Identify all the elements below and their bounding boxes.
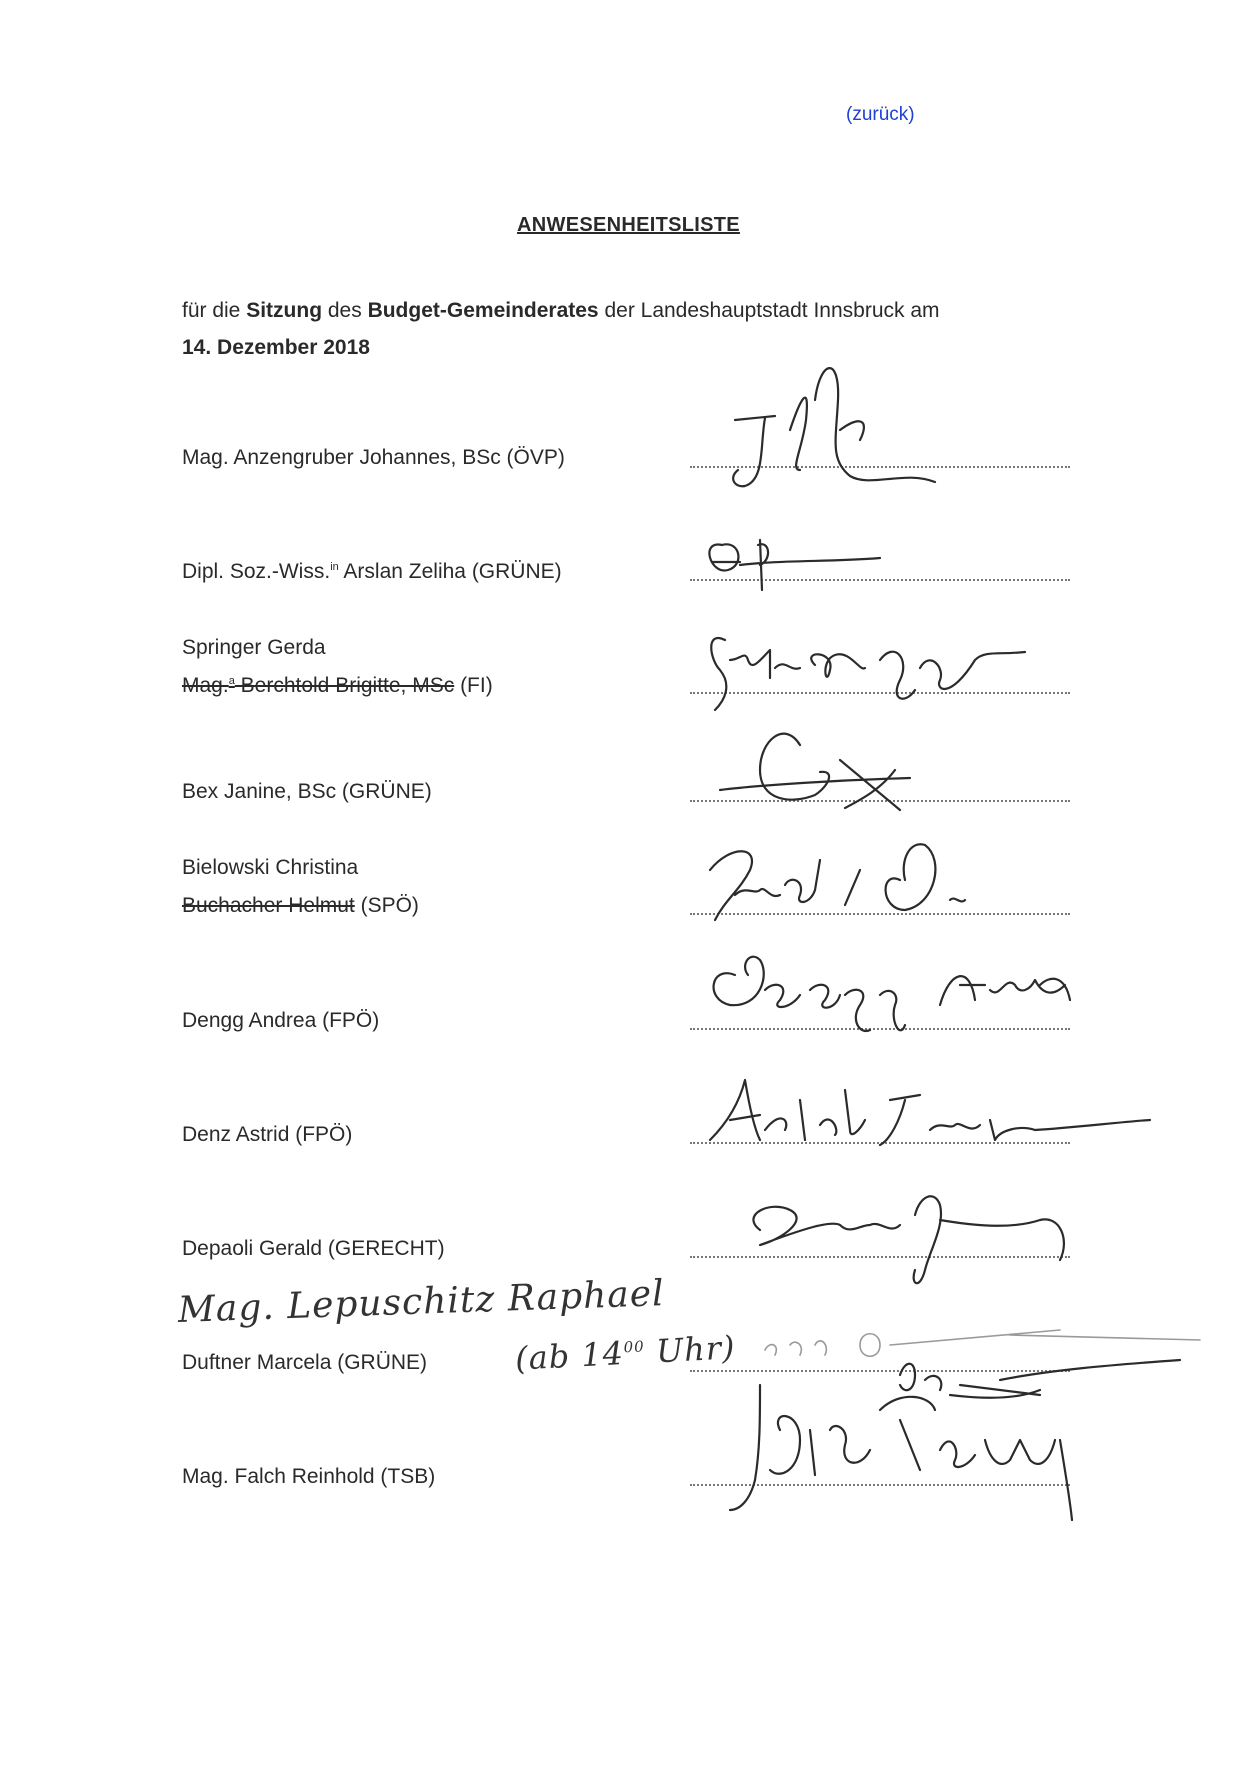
signature-line: [690, 911, 1070, 915]
attendee-name: Depaoli Gerald (GERECHT): [182, 1237, 445, 1260]
signature-line: [690, 1140, 1070, 1144]
intro-sitzung: Sitzung: [246, 299, 323, 322]
meeting-date: 14. Dezember 2018: [182, 336, 370, 359]
attendee-name: Dengg Andrea (FPÖ): [182, 1009, 380, 1032]
attendee-name: Duftner Marcela (GRÜNE): [182, 1351, 428, 1374]
attendee-row-3: [182, 629, 493, 705]
attendee-name: Springer Gerda: [182, 636, 326, 659]
attendee-title: Dipl. Soz.-Wiss.: [182, 560, 331, 583]
attendee-name: Bex Janine, BSc (GRÜNE): [182, 780, 432, 803]
attendee-row-6: [182, 1002, 379, 1040]
attendee-row-8: [182, 1230, 445, 1268]
signature-1: [733, 368, 935, 486]
signature-line: [690, 1482, 1070, 1486]
signature-line: [690, 798, 1070, 802]
signature-6: [714, 957, 1070, 1031]
signature-10: [730, 1385, 1072, 1520]
signature-line: [690, 577, 1070, 581]
attendee-party: (SPÖ): [354, 894, 419, 917]
signature-10b: [900, 1360, 1180, 1398]
attendee-name: Mag. Anzengruber Johannes, BSc (ÖVP): [182, 446, 565, 469]
intro-gremium: Budget-Gemeinderates: [367, 299, 599, 322]
attendee-replaced: [182, 667, 493, 705]
attendee-row-9: [182, 1344, 427, 1382]
signature-2: [709, 540, 880, 590]
signature-5: [710, 844, 965, 920]
struck-name: Buchacher Helmut: [182, 894, 355, 917]
attendee-name: [182, 553, 562, 591]
signature-line: [690, 1026, 1070, 1030]
attendee-name: Bielowski Christina: [182, 856, 359, 879]
attendee-row-5: [182, 849, 419, 925]
attendee-party: (FI): [454, 674, 493, 697]
handwritten-substitute-name: Mag. Lepuschitz Raphael: [177, 1273, 666, 1331]
intro-text: [182, 292, 1082, 366]
signature-line: [690, 1254, 1070, 1258]
attendee-row-7: [182, 1116, 352, 1154]
attendee-row-4: [182, 773, 432, 811]
document-title: ANWESENHEITSLISTE: [517, 214, 740, 236]
signature-line: [690, 464, 1070, 468]
attendee-name: Mag. Falch Reinhold (TSB): [182, 1465, 436, 1488]
attendee-row-2: [182, 553, 562, 591]
attendee-replaced: [182, 887, 419, 925]
intro-prefix: für die: [182, 299, 247, 322]
attendee-row-10: [182, 1458, 435, 1496]
intro-des: des: [322, 299, 368, 322]
signature-9: [765, 1330, 1200, 1356]
signature-8: [753, 1196, 1064, 1283]
signature-line: [690, 1368, 1070, 1372]
struck-name: Mag.$^a$ Berchtold Brigitte, MSc: [182, 674, 455, 697]
attendee-title-sup: in: [330, 561, 339, 573]
handwritten-substitute-time: (ab $14^{00}$ Uhr): [514, 1328, 737, 1378]
attendee-name: Denz Astrid (FPÖ): [182, 1123, 353, 1146]
signature-7: [710, 1080, 1150, 1145]
signature-3: [711, 638, 1025, 710]
intro-suffix: der Landeshauptstadt Innsbruck am: [598, 299, 940, 322]
attendee-row-1: [182, 439, 565, 477]
attendee-name-rest: Arslan Zeliha (GRÜNE): [338, 560, 562, 583]
back-link[interactable]: (zurück): [846, 104, 915, 125]
signature-line: [690, 690, 1070, 694]
